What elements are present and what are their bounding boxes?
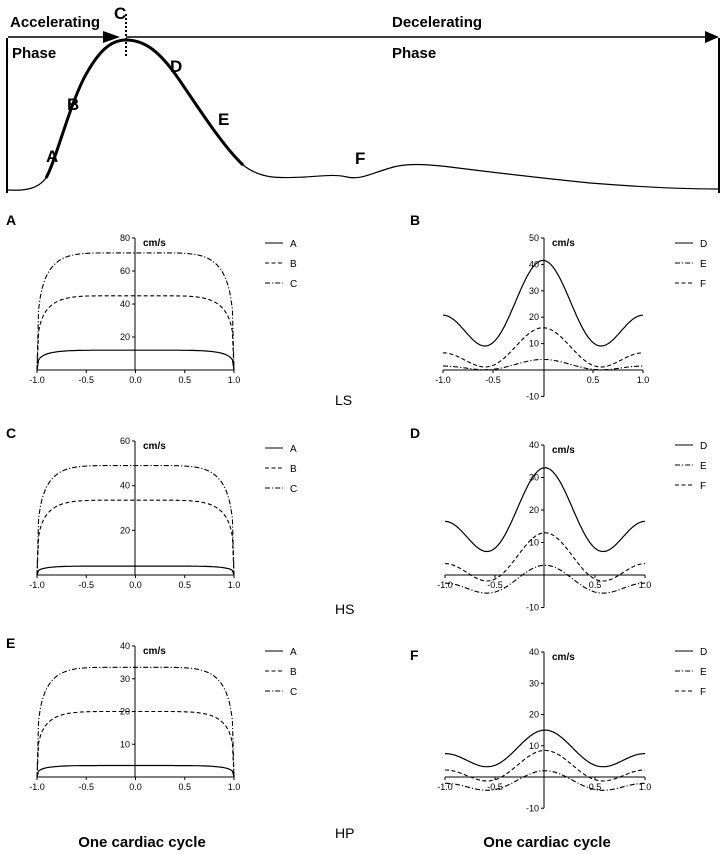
x-tick-label: 0.5 xyxy=(586,375,600,385)
footer-left-label: One cardiac cycle xyxy=(78,834,206,851)
x-tick-label: 0.0 xyxy=(129,782,142,792)
condition-label-hp: HP xyxy=(335,825,355,841)
panel-letter: F xyxy=(410,647,419,663)
y-tick-label: 40 xyxy=(528,440,539,450)
panel-letter: E xyxy=(6,635,16,651)
y-tick-label: 10 xyxy=(528,537,539,548)
x-tick-label: 1.0 xyxy=(636,375,650,385)
x-tick-label: 0.0 xyxy=(129,375,142,385)
panel-letter: D xyxy=(410,425,421,441)
series-line-e xyxy=(445,771,645,791)
y-tick-label: 20 xyxy=(528,709,539,720)
x-tick-label: 0.5 xyxy=(588,580,602,590)
phase-arrow-decel-head xyxy=(705,31,719,43)
x-tick-label: 1.0 xyxy=(638,580,652,590)
x-tick-label: -0.5 xyxy=(78,375,95,385)
y-tick-label: 60 xyxy=(119,266,130,276)
x-tick-label: 1.0 xyxy=(227,375,241,385)
decelerating-phase-label: Phase xyxy=(392,45,437,62)
panel-e xyxy=(6,635,297,792)
condition-label-hs: HS xyxy=(335,601,355,617)
unit-label: cm/s xyxy=(143,646,166,657)
legend-label: C xyxy=(290,687,298,698)
y-tick-label: 20 xyxy=(119,332,130,342)
x-tick-label: -1.0 xyxy=(437,782,453,792)
legend-label: E xyxy=(700,667,707,678)
series-line-d xyxy=(445,468,645,552)
unit-label: cm/s xyxy=(552,445,575,456)
legend-label: E xyxy=(700,259,707,270)
x-tick-label: -0.5 xyxy=(487,782,503,792)
x-tick-label: 0.5 xyxy=(588,782,602,792)
y-tick-label: -10 xyxy=(525,391,539,402)
point-label-d: D xyxy=(170,57,183,76)
y-tick-label: 50 xyxy=(528,233,539,243)
decelerating-label: Decelerating xyxy=(392,14,483,31)
legend-label: C xyxy=(290,279,298,290)
point-label-c: C xyxy=(114,4,127,23)
waveform-section xyxy=(7,4,719,193)
legend-label: A xyxy=(290,444,297,455)
y-tick-label: 30 xyxy=(528,285,539,296)
legend-label: A xyxy=(290,647,297,658)
accelerating-label: Accelerating xyxy=(10,14,101,31)
y-tick-label: 40 xyxy=(119,299,130,309)
series-line-d xyxy=(443,260,643,346)
panel-d xyxy=(410,425,707,613)
legend-label: F xyxy=(700,279,707,290)
x-tick-label: 1.0 xyxy=(638,782,652,792)
y-tick-label: 30 xyxy=(528,472,539,483)
legend-label: A xyxy=(290,239,297,250)
panel-f xyxy=(410,647,707,813)
x-tick-label: 0.5 xyxy=(178,782,192,792)
x-tick-label: 0.5 xyxy=(178,375,192,385)
legend-label: C xyxy=(290,484,298,495)
y-tick-label: 10 xyxy=(528,740,539,751)
legend-label: D xyxy=(700,239,708,250)
point-label-f: F xyxy=(355,149,366,168)
y-tick-label: -10 xyxy=(525,803,539,814)
series-line-f xyxy=(445,533,645,581)
condition-label-ls: LS xyxy=(335,392,353,408)
panel-letter: A xyxy=(6,212,17,228)
y-tick-label: 40 xyxy=(528,259,539,270)
legend-label: B xyxy=(290,667,297,678)
x-tick-label: -0.5 xyxy=(78,782,95,792)
velocity-profile-panels xyxy=(6,212,707,813)
x-tick-label: 1.0 xyxy=(227,782,241,792)
y-tick-label: 20 xyxy=(528,505,539,515)
legend-label: D xyxy=(700,441,708,452)
point-label-a: A xyxy=(46,147,59,166)
legend-label: B xyxy=(290,259,297,270)
x-tick-label: -1.0 xyxy=(29,375,45,385)
y-tick-label: 40 xyxy=(528,647,539,657)
y-tick-label: 20 xyxy=(528,312,539,323)
y-tick-label: -10 xyxy=(525,602,539,613)
x-tick-label: 0.0 xyxy=(129,580,142,590)
unit-label: cm/s xyxy=(143,238,166,249)
panel-letter: C xyxy=(6,425,17,441)
x-tick-label: -1.0 xyxy=(435,375,451,385)
x-tick-label: -0.5 xyxy=(485,375,501,385)
x-tick-label: 1.0 xyxy=(227,580,241,590)
unit-label: cm/s xyxy=(552,652,575,663)
y-tick-label: 10 xyxy=(119,739,130,750)
y-tick-label: 20 xyxy=(119,525,130,536)
x-tick-label: -1.0 xyxy=(29,580,45,590)
y-tick-label: 80 xyxy=(119,233,130,243)
legend-label: F xyxy=(700,481,707,492)
y-tick-label: 20 xyxy=(119,706,130,717)
x-tick-label: -1.0 xyxy=(437,580,453,590)
panel-b xyxy=(410,212,707,401)
point-label-b: B xyxy=(67,95,80,114)
y-tick-label: 40 xyxy=(119,480,130,491)
panel-a xyxy=(6,212,297,385)
x-tick-label: -0.5 xyxy=(487,580,503,590)
legend-label: D xyxy=(700,647,708,658)
unit-label: cm/s xyxy=(552,238,575,249)
series-line-f xyxy=(443,328,643,367)
panel-c xyxy=(6,425,297,590)
x-tick-label: -1.0 xyxy=(29,782,45,792)
point-label-e: E xyxy=(218,110,230,129)
x-tick-label: 0.5 xyxy=(178,580,192,590)
accelerating-phase-label: Phase xyxy=(12,45,57,62)
panel-letter: B xyxy=(410,212,421,228)
unit-label: cm/s xyxy=(143,441,166,452)
y-tick-label: 60 xyxy=(119,436,130,446)
series-line-e xyxy=(445,565,645,593)
footer-right-label: One cardiac cycle xyxy=(483,834,611,851)
series-line-f xyxy=(445,750,645,781)
y-tick-label: 40 xyxy=(119,641,130,651)
legend-label: B xyxy=(290,464,297,475)
y-tick-label: 10 xyxy=(528,338,539,349)
legend-label: E xyxy=(700,461,707,472)
series-line-d xyxy=(445,730,645,767)
y-tick-label: 30 xyxy=(119,673,130,684)
legend-label: F xyxy=(700,687,707,698)
y-tick-label: 30 xyxy=(528,678,539,689)
x-tick-label: -0.5 xyxy=(78,580,95,590)
